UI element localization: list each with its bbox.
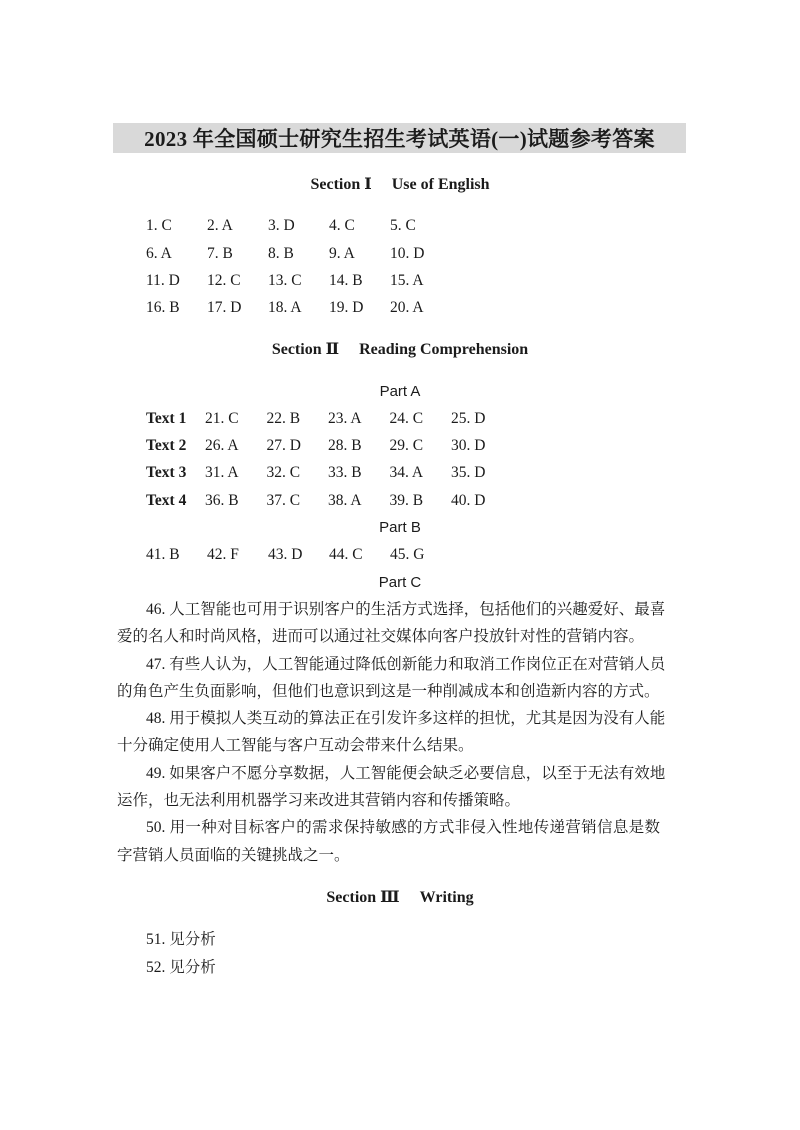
paragraph-line: 48. 用于模拟人类互动的算法正在引发许多这样的担忧，尤其是因为没有人能 — [146, 710, 666, 728]
text-answer-row — [0, 405, 800, 432]
answer-cell: 42. F — [207, 546, 239, 564]
answer-cell: 29. C — [389, 437, 424, 455]
answer-cell: 15. A — [390, 271, 424, 289]
answer-cell: 31. A — [205, 464, 239, 482]
answer-cell: 8. B — [268, 244, 294, 262]
paragraph-line: 的角色产生负面影响，但他们也意识到这是一种削减成本和创造新内容的方式。 — [117, 682, 660, 700]
text-label: Text 2 — [146, 437, 187, 455]
paragraph-line: 47. 有些人认为，人工智能通过降低创新能力和取消工作岗位正在对营销人员 — [146, 655, 666, 673]
section-title: Reading Comprehension — [359, 341, 529, 359]
answer-cell: 3. D — [268, 217, 295, 235]
answer-cell: 28. B — [328, 437, 362, 455]
answer-cell: 34. A — [389, 464, 424, 482]
text-answer-row — [0, 432, 800, 459]
paragraph-line: 爱的名人和时尚风格，进而可以通过社交媒体向客户投放针对性的营销内容。 — [117, 628, 645, 646]
paragraph-line: 46. 人工智能也可用于识别客户的生活方式选择，包括他们的兴趣爱好、最喜 — [146, 600, 666, 618]
answer-cell: 22. B — [266, 409, 301, 427]
answer-row — [0, 240, 800, 267]
answer-cell: 38. A — [328, 491, 362, 509]
paragraph-line: 49. 如果客户不愿分享数据，人工智能便会缺乏必要信息，以至于无法有效地 — [146, 764, 666, 782]
answer-row — [0, 541, 800, 568]
answer-cell: 7. B — [207, 244, 233, 262]
title-band — [113, 123, 686, 153]
section-title: Writing — [419, 889, 474, 907]
answer-cell: 36. B — [205, 491, 239, 509]
translation-answer-50 — [0, 814, 800, 869]
answer-cell: 35. D — [451, 464, 486, 482]
translation-answer-47 — [0, 651, 800, 706]
paragraph-line: 十分确定使用人工智能与客户互动会带来什么结果。 — [117, 737, 474, 755]
answer-cell: 39. B — [389, 491, 424, 509]
answer-cell: 26. A — [205, 437, 239, 455]
answer-cell: 14. B — [329, 271, 363, 289]
text-answer-row — [0, 487, 800, 514]
text-label: Text 4 — [146, 491, 187, 509]
section-title: Use of English — [391, 176, 490, 194]
paragraph-line: 字营销人员面临的关键挑战之一。 — [117, 846, 350, 864]
answer-cell: 30. D — [451, 437, 486, 455]
translation-answer-49 — [0, 760, 800, 815]
answer-cell: 2. A — [207, 217, 233, 235]
answer-key-content — [0, 171, 800, 980]
part-b-label: Part B — [379, 519, 421, 537]
part-c-label: Part C — [378, 573, 422, 591]
paragraph-line: 运作，也无法利用机器学习来改进其营销内容和传播策略。 — [117, 792, 521, 809]
paragraph-line: 50. 用一种对目标客户的需求保持敏感的方式非侵入性地传递营销信息是数 — [146, 819, 660, 837]
answer-cell: 13. C — [268, 271, 302, 289]
section-number: Section Ⅱ — [271, 341, 340, 359]
writing-answers — [0, 926, 800, 981]
section-heading-writing — [0, 884, 800, 911]
answer-cell: 18. A — [268, 299, 302, 317]
answer-cell: 4. C — [329, 217, 355, 235]
text-label: Text 1 — [146, 409, 187, 427]
translation-answer-48 — [0, 705, 800, 760]
part-a-label: Part A — [379, 382, 421, 400]
answer-cell: 19. D — [329, 299, 364, 317]
answer-cell: 11. D — [146, 271, 180, 289]
answer-cell: 41. B — [146, 546, 180, 564]
answer-cell: 5. C — [390, 217, 416, 235]
answer-row — [0, 294, 800, 321]
answer-cell: 27. D — [266, 437, 301, 455]
section-number: Section Ⅲ — [326, 889, 400, 907]
answer-cell: 20. A — [390, 299, 424, 317]
answer-cell: 9. A — [329, 244, 355, 262]
answer-cell: 6. A — [146, 244, 172, 262]
use-of-english-answers — [0, 212, 800, 321]
answer-cell: 25. D — [451, 409, 486, 427]
text-label: Text 3 — [146, 464, 187, 482]
document-title: 2023 年全国硕士研究生招生考试英语(一)试题参考答案 — [144, 127, 655, 151]
writing-item: 52. 见分析 — [146, 958, 216, 976]
text-answer-row — [0, 459, 800, 486]
answer-cell: 16. B — [146, 299, 180, 317]
answer-cell: 17. D — [207, 299, 242, 317]
section-number: Section Ⅰ — [310, 176, 372, 194]
answer-cell: 21. C — [205, 409, 239, 427]
answer-cell: 33. B — [328, 464, 362, 482]
section-heading-reading-comprehension — [0, 336, 800, 363]
section-heading-use-of-english — [0, 171, 800, 198]
answer-cell: 40. D — [451, 491, 486, 509]
translation-answer-46 — [0, 596, 800, 651]
writing-item: 51. 见分析 — [146, 931, 216, 949]
answer-cell: 44. C — [329, 546, 363, 564]
answer-row — [0, 212, 800, 239]
answer-cell: 43. D — [268, 546, 303, 564]
answer-cell: 45. G — [390, 546, 425, 564]
answer-cell: 10. D — [390, 244, 425, 262]
answer-cell: 23. A — [328, 409, 362, 427]
answer-cell: 1. C — [146, 217, 172, 235]
answer-cell: 24. C — [389, 409, 424, 427]
answer-cell: 12. C — [207, 271, 241, 289]
answer-cell: 32. C — [266, 464, 301, 482]
answer-row — [0, 267, 800, 294]
answer-cell: 37. C — [266, 491, 301, 509]
